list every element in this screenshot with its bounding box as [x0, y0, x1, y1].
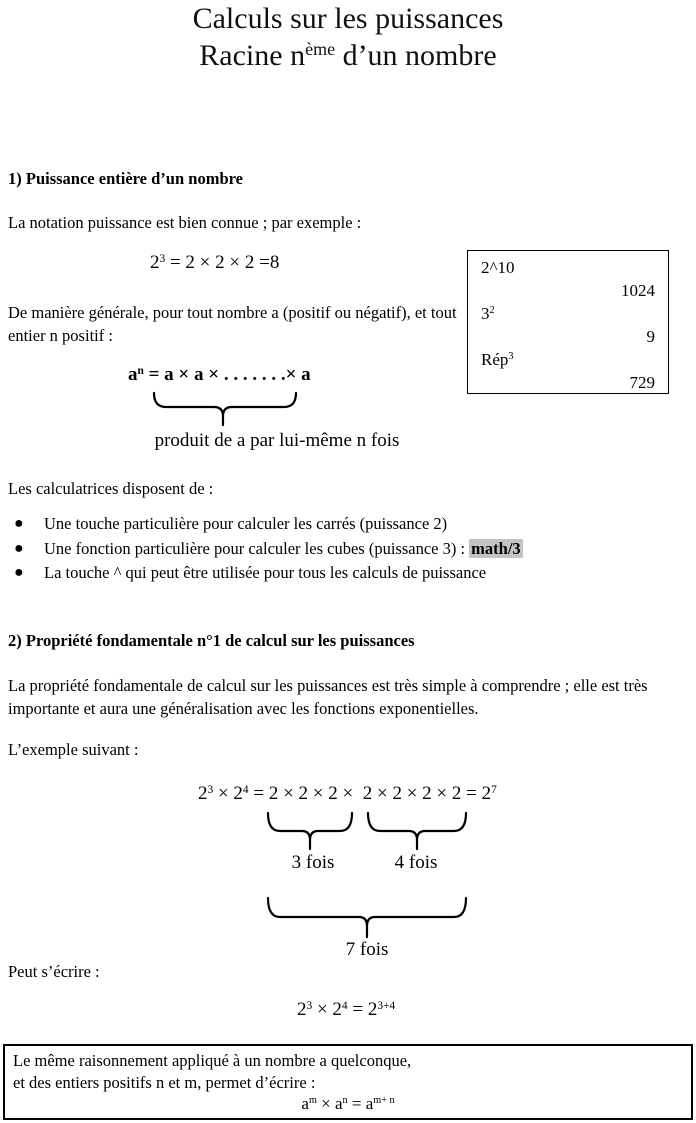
bullet-icon: ●	[14, 564, 24, 581]
underbrace-caption: produit de a par lui-même n fois	[154, 430, 400, 451]
general-rule-formula: am × an = am+ n	[301, 1094, 395, 1113]
calc-result-1: 1024	[621, 281, 655, 300]
page-title	[0, 0, 696, 74]
section2-intro: La propriété fondamentale de calcul sur les puissances est très simple à comprendre ; elle est très importante et aura une généralisation avec les fonctions exponentielles.	[8, 676, 648, 718]
peut-secrire-label: Peut s’écrire :	[8, 962, 100, 981]
section2-heading: 2) Propriété fondamentale n°1 de calcul sur les puissances	[8, 631, 415, 650]
calc-entry-2: 32	[481, 304, 495, 323]
math3-key-label: math/3	[471, 538, 521, 558]
rule-box	[3, 1044, 693, 1120]
underbrace-3-fois	[266, 812, 354, 851]
page-title-line1: Calculs sur les puissances	[192, 2, 504, 35]
calc-result-3: 729	[629, 373, 655, 392]
calculators-intro: Les calculatrices disposent de :	[8, 479, 214, 498]
page-title-line2: Racine nème d’un nombre	[199, 39, 497, 72]
list-item: ● Une touche particulière pour calculer les carrés (puissance 2)	[12, 512, 672, 537]
label-3-fois: 3 fois	[291, 852, 335, 873]
calc-entry-1: 2^10	[481, 258, 515, 277]
section1-intro: La notation puissance est bien connue ; par exemple :	[8, 213, 362, 232]
example-label: L’exemple suivant :	[8, 740, 139, 759]
list-item: ● Une fonction particulière pour calculer les cubes (puissance 3) : math/3	[12, 537, 672, 562]
underbrace-4-fois	[366, 812, 468, 851]
calculator-features-list	[12, 512, 672, 586]
bullet-icon: ●	[14, 539, 24, 557]
power-definition-formula: an = a × a × . . . . . . .× a	[128, 364, 311, 385]
label-4-fois: 4 fois	[394, 852, 438, 873]
underbrace-7-fois	[266, 897, 468, 939]
calc-entry-3: Rép3	[481, 350, 514, 369]
rule-line2: et des entiers positifs n et m, permet d’écrire :	[13, 1072, 316, 1092]
bullet-icon: ●	[14, 515, 24, 532]
exponent-sum-formula: 23 × 24 = 23+4	[297, 999, 396, 1020]
list-item: ● La touche ^ qui peut être utilisée pour tous les calculs de puissance	[12, 561, 672, 586]
label-7-fois: 7 fois	[345, 939, 389, 960]
calculator-screen	[467, 250, 669, 394]
underbrace-power-definition	[152, 392, 298, 428]
general-rule-text: De manière générale, pour tout nombre a (positif ou négatif), et tout entier n positif :	[8, 303, 457, 345]
product-expansion-formula: 23 × 24 = 2 × 2 × 2 × 2 × 2 × 2 × 2 = 27	[198, 783, 497, 804]
calc-result-2: 9	[646, 327, 655, 346]
section1-heading: 1) Puissance entière d’un nombre	[8, 169, 243, 188]
rule-line1: Le même raisonnement appliqué à un nombre a quelconque,	[13, 1051, 412, 1070]
example-power-formula: 23 = 2 × 2 × 2 =8	[150, 252, 280, 273]
